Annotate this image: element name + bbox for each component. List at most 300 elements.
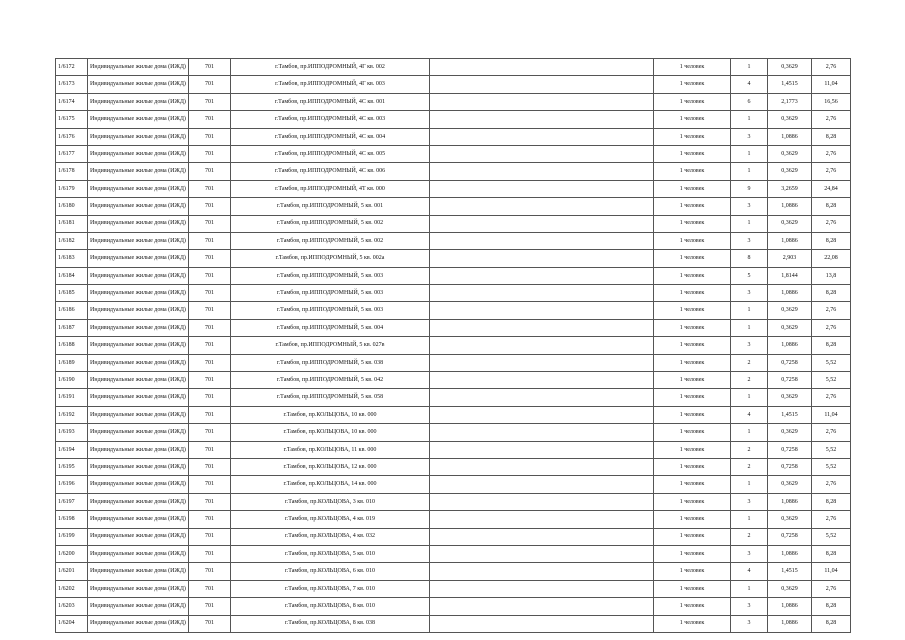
table-row bbox=[56, 93, 851, 110]
row-type-cell: Индивидуальные жилые дома (ИЖД) bbox=[88, 319, 189, 336]
row-id-cell: 1/6199 bbox=[56, 528, 88, 545]
row-type-cell: Индивидуальные жилые дома (ИЖД) bbox=[88, 128, 189, 145]
row-coefficient-cell: 0,3629 bbox=[768, 511, 812, 528]
row-volume-cell: 16,56 bbox=[812, 93, 851, 110]
row-code-cell: 701 bbox=[189, 302, 231, 319]
row-coefficient-cell: 1,0886 bbox=[768, 615, 812, 632]
row-count-cell: 5 bbox=[731, 267, 768, 284]
row-unit-cell: 1 человек bbox=[654, 145, 731, 162]
row-count-cell: 1 bbox=[731, 389, 768, 406]
row-id-cell: 1/6183 bbox=[56, 250, 88, 267]
row-coefficient-cell: 0,3629 bbox=[768, 389, 812, 406]
row-volume-cell: 8,28 bbox=[812, 615, 851, 632]
row-id-cell: 1/6173 bbox=[56, 76, 88, 93]
row-unit-cell: 1 человек bbox=[654, 180, 731, 197]
row-unit-cell: 1 человек bbox=[654, 441, 731, 458]
table-row bbox=[56, 267, 851, 284]
row-unit-cell: 1 человек bbox=[654, 354, 731, 371]
row-count-cell: 2 bbox=[731, 458, 768, 475]
row-unit-cell: 1 человек bbox=[654, 285, 731, 302]
row-coefficient-cell: 0,7258 bbox=[768, 528, 812, 545]
row-volume-cell: 2,76 bbox=[812, 111, 851, 128]
row-id-cell: 1/6185 bbox=[56, 285, 88, 302]
row-type-cell: Индивидуальные жилые дома (ИЖД) bbox=[88, 580, 189, 597]
row-coefficient-cell: 1,0886 bbox=[768, 337, 812, 354]
row-type-cell: Индивидуальные жилые дома (ИЖД) bbox=[88, 215, 189, 232]
row-id-cell: 1/6201 bbox=[56, 563, 88, 580]
table-row bbox=[56, 232, 851, 249]
row-address-cell: г.Тамбов, пр.КОЛЬЦОВА, 5 кв. 010 bbox=[231, 545, 430, 562]
row-type-cell: Индивидуальные жилые дома (ИЖД) bbox=[88, 493, 189, 510]
row-count-cell: 2 bbox=[731, 441, 768, 458]
row-unit-cell: 1 человек bbox=[654, 406, 731, 423]
row-count-cell: 1 bbox=[731, 145, 768, 162]
row-volume-cell: 2,76 bbox=[812, 319, 851, 336]
row-address-cell: г.Тамбов, пр.ИППОДРОМНЫЙ, 4С кв. 004 bbox=[231, 128, 430, 145]
row-volume-cell: 11,04 bbox=[812, 406, 851, 423]
row-type-cell: Индивидуальные жилые дома (ИЖД) bbox=[88, 406, 189, 423]
table-row bbox=[56, 285, 851, 302]
row-id-cell: 1/6187 bbox=[56, 319, 88, 336]
row-count-cell: 3 bbox=[731, 128, 768, 145]
row-empty-cell bbox=[430, 285, 654, 302]
row-empty-cell bbox=[430, 215, 654, 232]
row-type-cell: Индивидуальные жилые дома (ИЖД) bbox=[88, 93, 189, 110]
table-row bbox=[56, 458, 851, 475]
row-address-cell: г.Тамбов, пр.ИППОДРОМНЫЙ, 4С кв. 006 bbox=[231, 163, 430, 180]
row-count-cell: 3 bbox=[731, 232, 768, 249]
row-address-cell: г.Тамбов, пр.ИППОДРОМНЫЙ, 5 кв. 002 bbox=[231, 215, 430, 232]
row-count-cell: 1 bbox=[731, 215, 768, 232]
row-code-cell: 701 bbox=[189, 545, 231, 562]
row-count-cell: 1 bbox=[731, 511, 768, 528]
row-volume-cell: 5,52 bbox=[812, 441, 851, 458]
row-id-cell: 1/6196 bbox=[56, 476, 88, 493]
row-coefficient-cell: 0,3629 bbox=[768, 424, 812, 441]
row-id-cell: 1/6188 bbox=[56, 337, 88, 354]
row-unit-cell: 1 человек bbox=[654, 215, 731, 232]
row-volume-cell: 8,28 bbox=[812, 128, 851, 145]
row-code-cell: 701 bbox=[189, 76, 231, 93]
row-empty-cell bbox=[430, 180, 654, 197]
row-coefficient-cell: 3,2659 bbox=[768, 180, 812, 197]
table-body bbox=[56, 59, 851, 633]
table-row bbox=[56, 372, 851, 389]
row-empty-cell bbox=[430, 302, 654, 319]
row-volume-cell: 2,76 bbox=[812, 476, 851, 493]
table-row bbox=[56, 389, 851, 406]
row-coefficient-cell: 1,0886 bbox=[768, 493, 812, 510]
row-count-cell: 8 bbox=[731, 250, 768, 267]
row-empty-cell bbox=[430, 128, 654, 145]
row-type-cell: Индивидуальные жилые дома (ИЖД) bbox=[88, 267, 189, 284]
row-unit-cell: 1 человек bbox=[654, 598, 731, 615]
row-count-cell: 3 bbox=[731, 493, 768, 510]
row-code-cell: 701 bbox=[189, 458, 231, 475]
row-count-cell: 3 bbox=[731, 198, 768, 215]
table-row bbox=[56, 128, 851, 145]
row-code-cell: 701 bbox=[189, 215, 231, 232]
table-row bbox=[56, 493, 851, 510]
row-unit-cell: 1 человек bbox=[654, 528, 731, 545]
row-address-cell: г.Тамбов, пр.ИППОДРОМНЫЙ, 5 кв. 003 bbox=[231, 267, 430, 284]
row-code-cell: 701 bbox=[189, 267, 231, 284]
row-address-cell: г.Тамбов, пр.КОЛЬЦОВА, 6 кв. 010 bbox=[231, 563, 430, 580]
row-address-cell: г.Тамбов, пр.ИППОДРОМНЫЙ, 5 кв. 038 bbox=[231, 354, 430, 371]
row-address-cell: г.Тамбов, пр.ИППОДРОМНЫЙ, 5 кв. 004 bbox=[231, 319, 430, 336]
table-row bbox=[56, 598, 851, 615]
row-coefficient-cell: 0,3629 bbox=[768, 215, 812, 232]
row-code-cell: 701 bbox=[189, 250, 231, 267]
row-empty-cell bbox=[430, 406, 654, 423]
row-count-cell: 1 bbox=[731, 111, 768, 128]
row-address-cell: г.Тамбов, пр.ИППОДРОМНЫЙ, 4Г кв. 003 bbox=[231, 76, 430, 93]
row-count-cell: 3 bbox=[731, 285, 768, 302]
row-address-cell: г.Тамбов, пр.КОЛЬЦОВА, 4 кв. 032 bbox=[231, 528, 430, 545]
row-volume-cell: 2,76 bbox=[812, 580, 851, 597]
row-count-cell: 1 bbox=[731, 424, 768, 441]
table-row bbox=[56, 528, 851, 545]
row-volume-cell: 13,8 bbox=[812, 267, 851, 284]
row-address-cell: г.Тамбов, пр.КОЛЬЦОВА, 14 кв. 000 bbox=[231, 476, 430, 493]
row-volume-cell: 5,52 bbox=[812, 354, 851, 371]
row-volume-cell: 8,28 bbox=[812, 232, 851, 249]
row-code-cell: 701 bbox=[189, 580, 231, 597]
row-unit-cell: 1 человек bbox=[654, 458, 731, 475]
row-address-cell: г.Тамбов, пр.ИППОДРОМНЫЙ, 5 кв. 042 bbox=[231, 372, 430, 389]
row-unit-cell: 1 человек bbox=[654, 580, 731, 597]
row-unit-cell: 1 человек bbox=[654, 59, 731, 76]
row-code-cell: 701 bbox=[189, 145, 231, 162]
row-code-cell: 701 bbox=[189, 180, 231, 197]
row-empty-cell bbox=[430, 250, 654, 267]
row-code-cell: 701 bbox=[189, 598, 231, 615]
row-address-cell: г.Тамбов, пр.КОЛЬЦОВА, 10 кв. 000 bbox=[231, 424, 430, 441]
row-code-cell: 701 bbox=[189, 198, 231, 215]
row-empty-cell bbox=[430, 511, 654, 528]
row-address-cell: г.Тамбов, пр.КОЛЬЦОВА, 8 кв. 038 bbox=[231, 615, 430, 632]
data-table bbox=[55, 58, 851, 633]
row-coefficient-cell: 0,7258 bbox=[768, 458, 812, 475]
row-id-cell: 1/6184 bbox=[56, 267, 88, 284]
row-address-cell: г.Тамбов, пр.ИППОДРОМНЫЙ, 4Т кв. 000 bbox=[231, 180, 430, 197]
row-empty-cell bbox=[430, 441, 654, 458]
row-empty-cell bbox=[430, 111, 654, 128]
row-id-cell: 1/6193 bbox=[56, 424, 88, 441]
row-type-cell: Индивидуальные жилые дома (ИЖД) bbox=[88, 232, 189, 249]
row-coefficient-cell: 2,1773 bbox=[768, 93, 812, 110]
row-unit-cell: 1 человек bbox=[654, 232, 731, 249]
row-unit-cell: 1 человек bbox=[654, 424, 731, 441]
row-type-cell: Индивидуальные жилые дома (ИЖД) bbox=[88, 615, 189, 632]
row-count-cell: 3 bbox=[731, 545, 768, 562]
row-address-cell: г.Тамбов, пр.КОЛЬЦОВА, 12 кв. 000 bbox=[231, 458, 430, 475]
row-coefficient-cell: 0,7258 bbox=[768, 372, 812, 389]
row-address-cell: г.Тамбов, пр.КОЛЬЦОВА, 11 кв. 000 bbox=[231, 441, 430, 458]
row-count-cell: 3 bbox=[731, 337, 768, 354]
row-code-cell: 701 bbox=[189, 354, 231, 371]
row-type-cell: Индивидуальные жилые дома (ИЖД) bbox=[88, 163, 189, 180]
row-type-cell: Индивидуальные жилые дома (ИЖД) bbox=[88, 441, 189, 458]
row-address-cell: г.Тамбов, пр.ИППОДРОМНЫЙ, 5 кв. 027в bbox=[231, 337, 430, 354]
row-coefficient-cell: 0,3629 bbox=[768, 59, 812, 76]
table-row bbox=[56, 615, 851, 632]
row-id-cell: 1/6182 bbox=[56, 232, 88, 249]
row-empty-cell bbox=[430, 267, 654, 284]
row-code-cell: 701 bbox=[189, 372, 231, 389]
table-row bbox=[56, 198, 851, 215]
row-volume-cell: 5,52 bbox=[812, 528, 851, 545]
row-id-cell: 1/6204 bbox=[56, 615, 88, 632]
row-empty-cell bbox=[430, 528, 654, 545]
row-empty-cell bbox=[430, 232, 654, 249]
row-unit-cell: 1 человек bbox=[654, 302, 731, 319]
row-count-cell: 1 bbox=[731, 319, 768, 336]
row-type-cell: Индивидуальные жилые дома (ИЖД) bbox=[88, 476, 189, 493]
row-coefficient-cell: 2,903 bbox=[768, 250, 812, 267]
row-volume-cell: 2,76 bbox=[812, 424, 851, 441]
row-address-cell: г.Тамбов, пр.КОЛЬЦОВА, 4 кв. 019 bbox=[231, 511, 430, 528]
row-id-cell: 1/6177 bbox=[56, 145, 88, 162]
row-unit-cell: 1 человек bbox=[654, 198, 731, 215]
row-count-cell: 3 bbox=[731, 615, 768, 632]
row-empty-cell bbox=[430, 476, 654, 493]
row-id-cell: 1/6186 bbox=[56, 302, 88, 319]
row-volume-cell: 2,76 bbox=[812, 511, 851, 528]
table-row bbox=[56, 441, 851, 458]
row-type-cell: Индивидуальные жилые дома (ИЖД) bbox=[88, 76, 189, 93]
row-coefficient-cell: 0,3629 bbox=[768, 580, 812, 597]
row-unit-cell: 1 человек bbox=[654, 250, 731, 267]
row-volume-cell: 2,76 bbox=[812, 389, 851, 406]
row-address-cell: г.Тамбов, пр.КОЛЬЦОВА, 3 кв. 010 bbox=[231, 493, 430, 510]
row-id-cell: 1/6179 bbox=[56, 180, 88, 197]
row-address-cell: г.Тамбов, пр.ИППОДРОМНЫЙ, 5 кв. 002 bbox=[231, 232, 430, 249]
row-address-cell: г.Тамбов, пр.ИППОДРОМНЫЙ, 4С кв. 003 bbox=[231, 111, 430, 128]
row-code-cell: 701 bbox=[189, 406, 231, 423]
row-code-cell: 701 bbox=[189, 232, 231, 249]
row-type-cell: Индивидуальные жилые дома (ИЖД) bbox=[88, 111, 189, 128]
row-volume-cell: 24,84 bbox=[812, 180, 851, 197]
row-unit-cell: 1 человек bbox=[654, 563, 731, 580]
row-unit-cell: 1 человек bbox=[654, 76, 731, 93]
row-unit-cell: 1 человек bbox=[654, 476, 731, 493]
table-row bbox=[56, 180, 851, 197]
row-id-cell: 1/6174 bbox=[56, 93, 88, 110]
row-type-cell: Индивидуальные жилые дома (ИЖД) bbox=[88, 528, 189, 545]
row-address-cell: г.Тамбов, пр.КОЛЬЦОВА, 10 кв. 000 bbox=[231, 406, 430, 423]
row-coefficient-cell: 1,4515 bbox=[768, 406, 812, 423]
row-empty-cell bbox=[430, 93, 654, 110]
row-empty-cell bbox=[430, 563, 654, 580]
row-empty-cell bbox=[430, 319, 654, 336]
row-coefficient-cell: 0,3629 bbox=[768, 163, 812, 180]
row-code-cell: 701 bbox=[189, 563, 231, 580]
row-address-cell: г.Тамбов, пр.ИППОДРОМНЫЙ, 4С кв. 001 bbox=[231, 93, 430, 110]
row-code-cell: 701 bbox=[189, 476, 231, 493]
row-unit-cell: 1 человек bbox=[654, 337, 731, 354]
row-id-cell: 1/6181 bbox=[56, 215, 88, 232]
row-code-cell: 701 bbox=[189, 93, 231, 110]
row-address-cell: г.Тамбов, пр.ИППОДРОМНЫЙ, 5 кв. 001 bbox=[231, 198, 430, 215]
row-coefficient-cell: 1,4515 bbox=[768, 563, 812, 580]
row-volume-cell: 8,28 bbox=[812, 493, 851, 510]
row-coefficient-cell: 1,0886 bbox=[768, 285, 812, 302]
row-empty-cell bbox=[430, 337, 654, 354]
row-code-cell: 701 bbox=[189, 389, 231, 406]
row-address-cell: г.Тамбов, пр.ИППОДРОМНЫЙ, 5 кв. 002а bbox=[231, 250, 430, 267]
row-type-cell: Индивидуальные жилые дома (ИЖД) bbox=[88, 59, 189, 76]
table-row bbox=[56, 563, 851, 580]
row-type-cell: Индивидуальные жилые дома (ИЖД) bbox=[88, 145, 189, 162]
row-coefficient-cell: 1,0886 bbox=[768, 598, 812, 615]
row-type-cell: Индивидуальные жилые дома (ИЖД) bbox=[88, 198, 189, 215]
row-coefficient-cell: 1,0886 bbox=[768, 128, 812, 145]
row-code-cell: 701 bbox=[189, 111, 231, 128]
row-type-cell: Индивидуальные жилые дома (ИЖД) bbox=[88, 424, 189, 441]
row-id-cell: 1/6200 bbox=[56, 545, 88, 562]
row-volume-cell: 22,08 bbox=[812, 250, 851, 267]
table-row bbox=[56, 511, 851, 528]
row-unit-cell: 1 человек bbox=[654, 511, 731, 528]
row-id-cell: 1/6203 bbox=[56, 598, 88, 615]
row-count-cell: 3 bbox=[731, 598, 768, 615]
table-row bbox=[56, 354, 851, 371]
row-address-cell: г.Тамбов, пр.ИППОДРОМНЫЙ, 4Г кв. 002 bbox=[231, 59, 430, 76]
row-code-cell: 701 bbox=[189, 128, 231, 145]
row-code-cell: 701 bbox=[189, 424, 231, 441]
row-unit-cell: 1 человек bbox=[654, 163, 731, 180]
row-volume-cell: 2,76 bbox=[812, 215, 851, 232]
table-row bbox=[56, 215, 851, 232]
row-coefficient-cell: 0,3629 bbox=[768, 145, 812, 162]
row-coefficient-cell: 0,3629 bbox=[768, 111, 812, 128]
row-volume-cell: 8,28 bbox=[812, 198, 851, 215]
table-row bbox=[56, 424, 851, 441]
row-empty-cell bbox=[430, 76, 654, 93]
row-empty-cell bbox=[430, 493, 654, 510]
row-unit-cell: 1 человек bbox=[654, 93, 731, 110]
row-address-cell: г.Тамбов, пр.ИППОДРОМНЫЙ, 5 кв. 058 bbox=[231, 389, 430, 406]
row-coefficient-cell: 0,7258 bbox=[768, 441, 812, 458]
table-row bbox=[56, 111, 851, 128]
row-id-cell: 1/6180 bbox=[56, 198, 88, 215]
row-volume-cell: 8,28 bbox=[812, 598, 851, 615]
row-volume-cell: 2,76 bbox=[812, 145, 851, 162]
row-unit-cell: 1 человек bbox=[654, 111, 731, 128]
row-type-cell: Индивидуальные жилые дома (ИЖД) bbox=[88, 302, 189, 319]
row-empty-cell bbox=[430, 615, 654, 632]
row-count-cell: 6 bbox=[731, 93, 768, 110]
row-volume-cell: 2,76 bbox=[812, 302, 851, 319]
row-id-cell: 1/6198 bbox=[56, 511, 88, 528]
row-coefficient-cell: 1,0886 bbox=[768, 545, 812, 562]
row-coefficient-cell: 0,7258 bbox=[768, 354, 812, 371]
row-id-cell: 1/6178 bbox=[56, 163, 88, 180]
row-address-cell: г.Тамбов, пр.КОЛЬЦОВА, 8 кв. 010 bbox=[231, 598, 430, 615]
row-volume-cell: 2,76 bbox=[812, 163, 851, 180]
row-count-cell: 1 bbox=[731, 163, 768, 180]
row-type-cell: Индивидуальные жилые дома (ИЖД) bbox=[88, 337, 189, 354]
row-code-cell: 701 bbox=[189, 59, 231, 76]
row-address-cell: г.Тамбов, пр.ИППОДРОМНЫЙ, 5 кв. 003 bbox=[231, 302, 430, 319]
row-type-cell: Индивидуальные жилые дома (ИЖД) bbox=[88, 458, 189, 475]
row-count-cell: 2 bbox=[731, 354, 768, 371]
row-code-cell: 701 bbox=[189, 441, 231, 458]
row-unit-cell: 1 человек bbox=[654, 319, 731, 336]
row-coefficient-cell: 1,8144 bbox=[768, 267, 812, 284]
row-address-cell: г.Тамбов, пр.ИППОДРОМНЫЙ, 4С кв. 005 bbox=[231, 145, 430, 162]
row-type-cell: Индивидуальные жилые дома (ИЖД) bbox=[88, 285, 189, 302]
row-empty-cell bbox=[430, 198, 654, 215]
table-row bbox=[56, 337, 851, 354]
row-count-cell: 2 bbox=[731, 528, 768, 545]
row-type-cell: Индивидуальные жилые дома (ИЖД) bbox=[88, 250, 189, 267]
row-id-cell: 1/6176 bbox=[56, 128, 88, 145]
row-volume-cell: 11,04 bbox=[812, 76, 851, 93]
row-empty-cell bbox=[430, 458, 654, 475]
row-id-cell: 1/6202 bbox=[56, 580, 88, 597]
row-coefficient-cell: 0,3629 bbox=[768, 302, 812, 319]
table-row bbox=[56, 250, 851, 267]
row-count-cell: 1 bbox=[731, 476, 768, 493]
row-count-cell: 1 bbox=[731, 580, 768, 597]
row-type-cell: Индивидуальные жилые дома (ИЖД) bbox=[88, 563, 189, 580]
row-unit-cell: 1 человек bbox=[654, 615, 731, 632]
row-id-cell: 1/6195 bbox=[56, 458, 88, 475]
row-volume-cell: 8,28 bbox=[812, 285, 851, 302]
row-code-cell: 701 bbox=[189, 528, 231, 545]
row-unit-cell: 1 человек bbox=[654, 128, 731, 145]
row-count-cell: 4 bbox=[731, 563, 768, 580]
row-id-cell: 1/6189 bbox=[56, 354, 88, 371]
row-type-cell: Индивидуальные жилые дома (ИЖД) bbox=[88, 372, 189, 389]
table-row bbox=[56, 406, 851, 423]
table-row bbox=[56, 476, 851, 493]
row-address-cell: г.Тамбов, пр.КОЛЬЦОВА, 7 кв. 010 bbox=[231, 580, 430, 597]
table-row bbox=[56, 145, 851, 162]
row-code-cell: 701 bbox=[189, 337, 231, 354]
row-empty-cell bbox=[430, 545, 654, 562]
row-code-cell: 701 bbox=[189, 493, 231, 510]
row-volume-cell: 2,76 bbox=[812, 59, 851, 76]
row-id-cell: 1/6194 bbox=[56, 441, 88, 458]
row-count-cell: 1 bbox=[731, 59, 768, 76]
row-empty-cell bbox=[430, 59, 654, 76]
row-id-cell: 1/6197 bbox=[56, 493, 88, 510]
row-count-cell: 9 bbox=[731, 180, 768, 197]
row-type-cell: Индивидуальные жилые дома (ИЖД) bbox=[88, 598, 189, 615]
row-type-cell: Индивидуальные жилые дома (ИЖД) bbox=[88, 354, 189, 371]
row-unit-cell: 1 человек bbox=[654, 267, 731, 284]
table-row bbox=[56, 545, 851, 562]
row-unit-cell: 1 человек bbox=[654, 493, 731, 510]
row-volume-cell: 11,04 bbox=[812, 563, 851, 580]
table-row bbox=[56, 76, 851, 93]
row-count-cell: 1 bbox=[731, 302, 768, 319]
row-volume-cell: 5,52 bbox=[812, 458, 851, 475]
row-type-cell: Индивидуальные жилые дома (ИЖД) bbox=[88, 545, 189, 562]
row-type-cell: Индивидуальные жилые дома (ИЖД) bbox=[88, 180, 189, 197]
row-coefficient-cell: 0,3629 bbox=[768, 476, 812, 493]
row-type-cell: Индивидуальные жилые дома (ИЖД) bbox=[88, 511, 189, 528]
row-unit-cell: 1 человек bbox=[654, 545, 731, 562]
row-id-cell: 1/6192 bbox=[56, 406, 88, 423]
row-empty-cell bbox=[430, 145, 654, 162]
row-type-cell: Индивидуальные жилые дома (ИЖД) bbox=[88, 389, 189, 406]
row-unit-cell: 1 человек bbox=[654, 372, 731, 389]
row-empty-cell bbox=[430, 580, 654, 597]
